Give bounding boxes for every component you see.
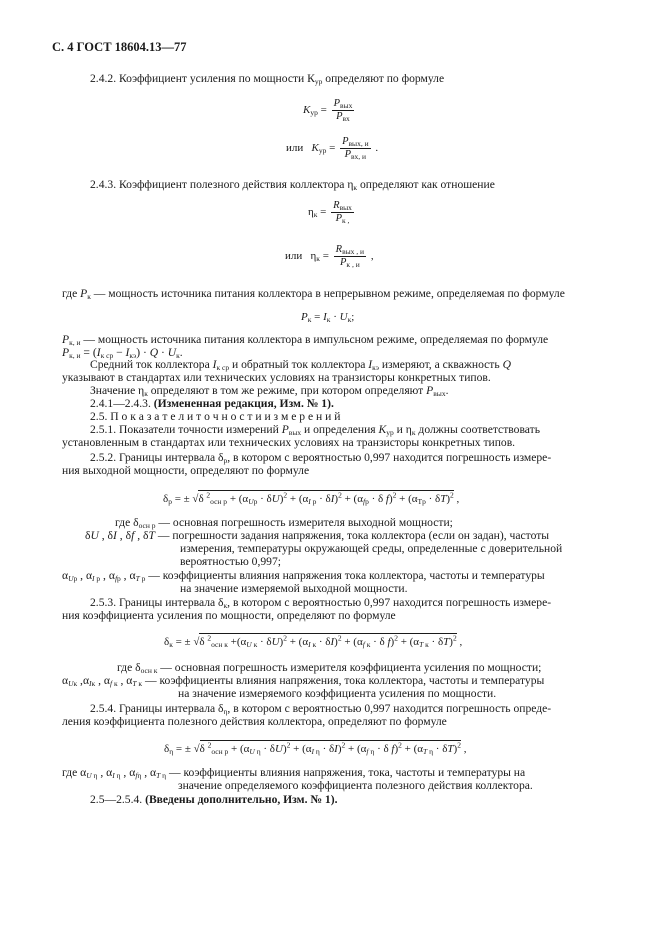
fraction [334, 244, 366, 269]
amendment-1: 2.4.1—2.4.3. (Измененная редакция, Изм. № 1). [90, 397, 334, 410]
value-line: Значение $\eta_к$ определяют в том же режиме, при котором определяют $P_{вых}$. [90, 384, 449, 398]
formula-lhs: $\eta_к$ = [308, 206, 327, 220]
formula-eta-pulse [285, 244, 374, 269]
def-delta-main: где $\delta_{осн р}$ — основная погрешность измерителя выходной мощности; [115, 516, 453, 530]
para-2-4-2: 2.4.2. Коэффициент усиления по мощности $К_{ур}$ определяют по формуле [90, 72, 445, 86]
pki-line-2: $P_{к, и} = (I_{к ср} - I_{кэ}) \cdot Q \cdot U_к$. [62, 346, 183, 360]
fraction [340, 136, 371, 161]
formula-lhs: $K_{ур}$ = [311, 142, 336, 156]
para-2-5-2-line-2: ния выходной мощности, определяют по формуле [62, 464, 310, 477]
formula-delta-k [164, 633, 462, 649]
def-coeffs-eta-1: где $\alpha_{U \eta}$ , $\alpha_{I \eta}$ , $\alpha_{f\eta}$ , $\alpha_{T \eta}$ — коэффициенты влияния напряжения, тока, частоты и температуры на [62, 766, 526, 780]
para-2-5-4-line-1: 2.5.4. Границы интервала $\delta_\eta$, в котором с вероятностью 0,997 находится погрешность опреде- [90, 702, 552, 716]
amendment-2: 2.5—2.5.4. (Введены дополнительно, Изм. № 1). [90, 793, 338, 806]
def-delta-k: где $\delta_{осн к}$ — основная погрешность измерителя коэффициента усиления по мощности; [117, 661, 542, 675]
formula-eta [308, 200, 356, 225]
def-errors-1: δU , δI , δf , δT — погрешности задания напряжения, тока коллектора (если он задан), частоты [85, 529, 550, 542]
para-2-5-4-line-2: ления коэффициента полезного действия коллектора, определяют по формуле [62, 715, 447, 728]
denominator: $P_{к ,}$ [335, 213, 350, 225]
comma: , [453, 493, 460, 505]
numerator: $P_{вых}$ [333, 98, 353, 110]
formula-lhs: $\delta_\eta$ = ± √ [164, 743, 200, 756]
formula-lhs: $K_{ур}$ = [303, 104, 327, 118]
formula-lhs: $\delta_р$ = ± √ [163, 493, 199, 506]
or-word: или [285, 250, 303, 263]
para-2-5-1-line-2: установленным в стандартах или технических условиях на транзисторы конкретных типов. [62, 436, 516, 449]
mean-line-1: Средний ток коллектора $I_{к ср}$ и обратный ток коллектора $I_{кэ}$ измеряют, а скважность Q [90, 358, 511, 372]
def-errors-3: вероятностью 0,997; [180, 555, 281, 568]
def-coeffs-p-1: $\alpha_{Uр}$ , $\alpha_{I р}$ , $\alpha_{fр}$ , $\alpha_{T р}$ — коэффициенты влияния напряжения тока коллектора, частоты и температуры [62, 569, 545, 583]
formula-delta-eta [164, 740, 466, 756]
def-errors-2: измерения, температуры окружающей среды, определенные с доверительной [180, 542, 563, 555]
formula-lhs: $\eta_к$ = [310, 250, 329, 264]
para-2-5-1-line-1: 2.5.1. Показатели точности измерений $P_{вых}$ и определения $K_{ур}$ и $\eta_к$ должны соответствовать [90, 423, 540, 437]
def-coeffs-p-2: на значение измеряемой выходной мощности. [180, 582, 408, 595]
def-coeffs-k-1: $\alpha_{Uк}$ $,\alpha_{Iк}$ , $\alpha_{f к}$ , $\alpha_{T к}$ — коэффициенты влияния напряжения, тока коллектора, частоты и температуры [62, 674, 545, 688]
period: . [372, 142, 379, 155]
fraction [332, 98, 355, 123]
where-pk: где $P_к$ — мощность источника питания коллектора в непрерывном режиме, определяемая по формуле [62, 287, 565, 301]
para-2-5-3-line-2: ния коэффициента усиления по мощности, определяют по формуле [62, 609, 396, 622]
pki-line-1: $P_{к, и}$ — мощность источника питания коллектора в импульсном режиме, определяемая по формуле [62, 333, 549, 347]
denominator: $P_{к , и}$ [340, 257, 360, 269]
mean-line-2: указывают в стандартах или технических условиях на транзисторы конкретных типов. [62, 371, 491, 384]
denominator: $P_{вх}$ [336, 111, 350, 123]
para-2-5-2-line-1: 2.5.2. Границы интервала $\delta_р$, в котором с вероятностью 0,997 находится погрешность измере- [90, 451, 552, 465]
radicand: δ $^2_{осн к} +(\alpha_{U к} \cdot \delta U)^2 + (\alpha_{I к} \cdot \delta I)^2 + (\alpha_{f к} \cdot \delta$ $f)^2 + (\alpha_{T к} \cdot \delta T)^2$ [199, 633, 457, 649]
def-coeffs-eta-2: значение определяемого коэффициента полезного действия коллектора. [178, 779, 533, 792]
def-coeffs-k-2: на значение измеряемого коэффициента усиления по мощности. [178, 687, 497, 700]
comma: , [460, 743, 467, 755]
numerator: $R_{вых}$ [333, 200, 352, 212]
page-header: С. 4 ГОСТ 18604.13—77 [52, 40, 187, 54]
section-2-5-title: 2.5. П о к а з а т е л и т о ч н о с т и и з м е р е н и й [90, 410, 341, 423]
formula-kur-pulse [286, 136, 378, 161]
radicand: δ $^2_{осн р} + (\alpha_{U \eta} \cdot \delta U)^2 + (\alpha_{I \eta} \cdot \delta I)^2 + (\alpha_{f \eta} \cdot \delta$ $f)^2 + (\alpha_{T \eta} \cdot \delta T)^2$ [199, 740, 461, 756]
para-2-5-3-line-1: 2.5.3. Границы интервала $\delta_к$, в котором с вероятностью 0,997 находится погрешность измере- [90, 596, 552, 610]
formula-delta-p [163, 490, 459, 506]
numerator: $P_{вых, и}$ [342, 136, 369, 148]
radicand: δ $^2_{осн р} + (\alpha_{Uр} \cdot \delta U)^2 + (\alpha_{I р} \cdot \delta I)^2 + (\alpha_{fр} \cdot \delta$ $f)^2 + (\alpha_{Tр} \cdot \delta T)^2$ [198, 490, 454, 506]
comma: , [456, 636, 463, 648]
formula-kur [303, 98, 356, 123]
denominator: $P_{вх, и}$ [344, 149, 367, 161]
para-2-4-3: 2.4.3. Коэффициент полезного действия коллектора $\eta_к$ определяют как отношение [90, 178, 495, 192]
fraction [331, 200, 354, 225]
formula-pk: $P_к = I_к \cdot U_к$; [301, 311, 355, 324]
numerator: $R_{вых , и}$ [335, 244, 365, 256]
or-word: или [286, 142, 304, 155]
comma: , [368, 250, 374, 263]
formula-lhs: $\delta_к$ = ± √ [164, 636, 200, 649]
